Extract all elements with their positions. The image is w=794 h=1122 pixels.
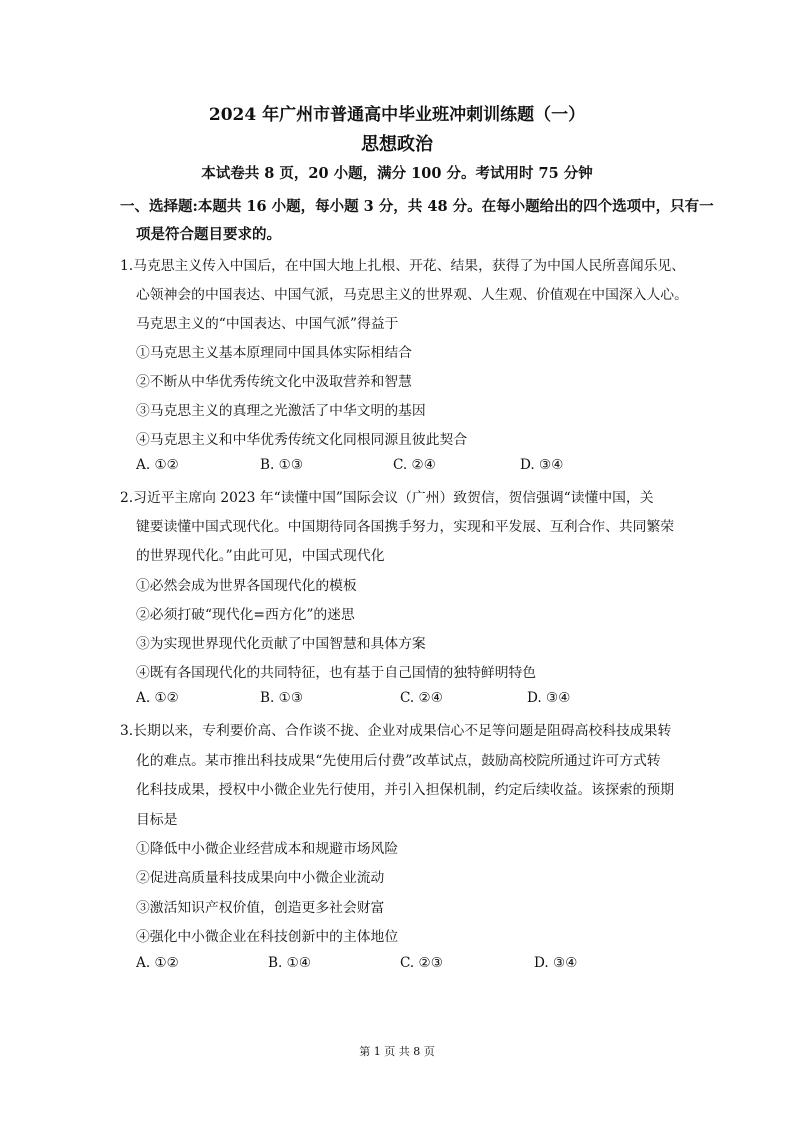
statement-item: ①马克思主义基本原理同中国具体实际相结合 <box>136 345 412 361</box>
question-stem-line: 心领神会的中国表达、中国气派，马克思主义的世界观、人生观、价值观在中国深入人心。 <box>136 287 688 303</box>
statement-item: ②促进高质量科技成果向中小微企业流动 <box>136 870 385 886</box>
statement-item: ③为实现世界现代化贡献了中国智慧和具体方案 <box>136 636 426 652</box>
answer-option-b: B. ①③ <box>260 457 304 473</box>
statement-item: ④既有各国现代化的共同特征，也有基于自己国情的独特鲜明特色 <box>136 665 537 681</box>
exam-note: 本试卷共 8 页，20 小题，满分 100 分。考试用时 75 分钟 <box>201 165 593 182</box>
statement-item: ④强化中小微企业在科技创新中的主体地位 <box>136 929 399 945</box>
question-stem-line: 的世界现代化。”由此可见，中国式现代化 <box>136 548 385 564</box>
page-footer: 第 1 页 共 8 页 <box>359 1045 435 1058</box>
statement-item: ①必然会成为世界各国现代化的模板 <box>136 578 357 594</box>
answer-option-b: B. ①③ <box>260 690 304 706</box>
answer-option-c: C. ②④ <box>400 690 443 706</box>
subject-title: 思想政治 <box>361 134 433 155</box>
statement-item: ③激活知识产权价值，创造更多社会财富 <box>136 900 385 916</box>
answer-option-c: C. ②④ <box>393 457 436 473</box>
question-stem-line: 3.长期以来，专利要价高、合作谈不拢、企业对成果信心不足等问题是阻碍高校科技成果转 <box>120 723 672 739</box>
answer-option-d: D. ③④ <box>520 457 564 473</box>
statement-item: ②必须打破“现代化=西方化”的迷思 <box>136 607 355 623</box>
question-stem-line: 化的难点。某市推出科技成果“先使用后付费”改革试点，鼓励高校院所通过许可方式转 <box>136 753 661 769</box>
answer-option-b: B. ①④ <box>268 955 312 971</box>
answer-option-c: C. ②③ <box>400 955 443 971</box>
question-stem-line: 键要读懂中国式现代化。中国期待同各国携手努力，实现和平发展、互利合作、共同繁荣 <box>136 519 675 535</box>
question-stem-line: 马克思主义的“中国表达、中国气派”得益于 <box>136 316 399 332</box>
statement-item: ①降低中小微企业经营成本和规避市场风险 <box>136 841 399 857</box>
answer-option-a: A. ①② <box>136 457 179 473</box>
question-stem-line: 化科技成果，授权中小微企业先行使用，并引入担保机制，约定后续收益。该探索的预期 <box>136 782 675 798</box>
question-stem-line: 1.马克思主义传入中国后，在中国大地上扎根、开花、结果，获得了为中国人民所喜闻乐见、 <box>120 258 686 274</box>
question-stem-line: 2.习近平主席向 2023 年“读懂中国”国际会议（广州）致贺信，贺信强调“读懂中国，关 <box>120 490 654 506</box>
statement-item: ②不断从中华优秀传统文化中汲取营养和智慧 <box>136 374 412 390</box>
answer-option-d: D. ③④ <box>534 955 578 971</box>
answer-option-d: D. ③④ <box>527 690 571 706</box>
answer-option-a: A. ①② <box>136 690 179 706</box>
statement-item: ③马克思主义的真理之光激活了中华文明的基因 <box>136 403 426 419</box>
section-heading-line2: 项是符合题目要求的。 <box>136 226 281 243</box>
section-heading-line1: 一、选择题:本题共 16 小题，每小题 3 分，共 48 分。在每小题给出的四个选项中，只有一 <box>120 198 714 215</box>
statement-item: ④马克思主义和中华优秀传统文化同根同源且彼此契合 <box>136 432 468 448</box>
exam-title: 2024 年广州市普通高中毕业班冲刺训练题（一） <box>208 105 586 125</box>
answer-option-a: A. ①② <box>136 955 179 971</box>
question-stem-line: 目标是 <box>136 812 178 828</box>
